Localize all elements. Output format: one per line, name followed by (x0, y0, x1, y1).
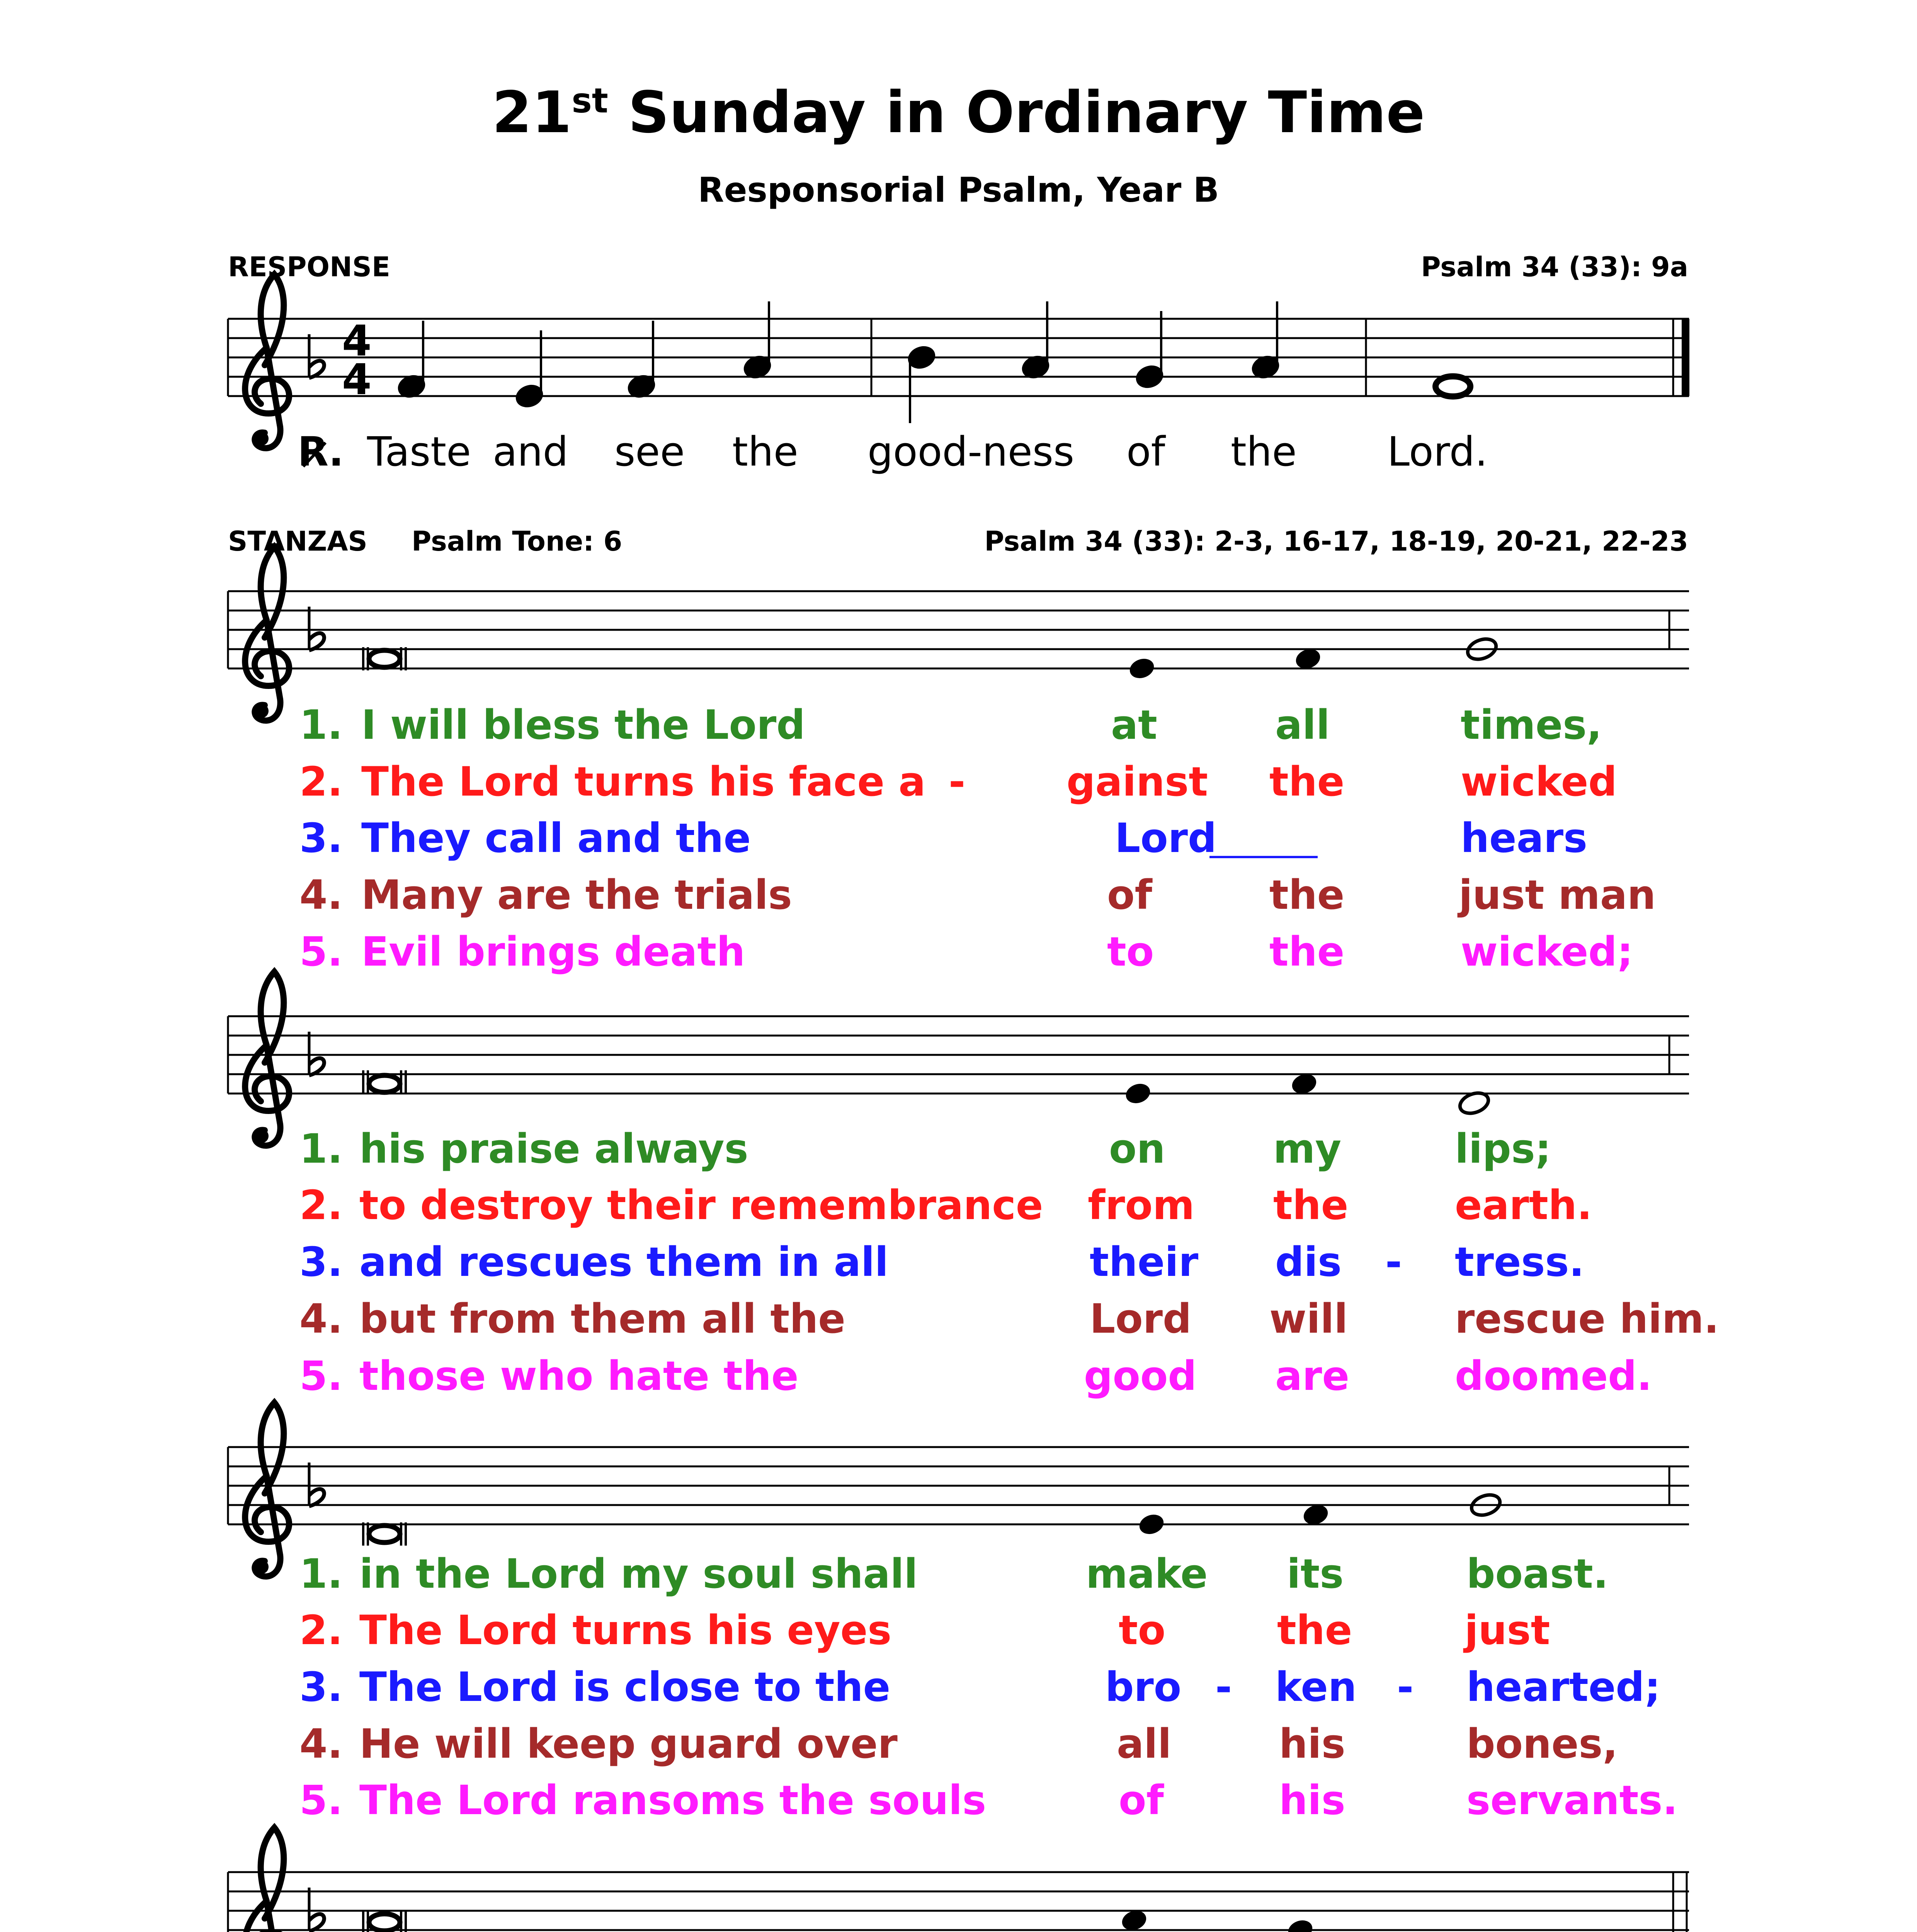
stanza-syllable: their (1090, 1238, 1199, 1286)
stanza-number: 5. (299, 928, 343, 975)
stanza-syllable: all (1117, 1720, 1172, 1767)
stanza-syllable: of (1119, 1777, 1164, 1824)
stanza-number: 2. (299, 758, 343, 805)
stanza-syllable: doomed. (1455, 1352, 1652, 1400)
response-word: see (614, 428, 685, 475)
stanza-number: 3. (299, 1238, 343, 1286)
title-number: 21 (492, 79, 572, 146)
stanza-syllable: just man (1459, 871, 1656, 918)
response-word: Lord. (1387, 428, 1488, 475)
stanza-syllable: the (1273, 1182, 1349, 1229)
stanza-syllable: its (1287, 1550, 1344, 1597)
stanza-text: The Lord is close to the (359, 1663, 891, 1711)
stanza-text: in the Lord my soul shall (359, 1550, 918, 1597)
stanza-syllable: servants. (1466, 1777, 1678, 1824)
hyphen: - (1215, 1663, 1232, 1711)
stanza-syllable: the (1269, 758, 1345, 805)
stanza-text: Many are the trials (361, 871, 792, 918)
stanza-syllable: to (1119, 1607, 1166, 1654)
stanza-syllable: Lord (1090, 1295, 1192, 1342)
stanza-syllable: on (1109, 1125, 1165, 1172)
stanza-text: to destroy their remembrance (359, 1182, 1043, 1229)
stanza-text: The Lord ransoms the souls (359, 1777, 987, 1824)
stanza-syllable: ken (1275, 1663, 1357, 1711)
stanza-syllable: his (1279, 1720, 1345, 1767)
stanza-syllable: the (1277, 1607, 1352, 1654)
stanza-syllable: from (1088, 1182, 1195, 1229)
page-subtitle: Responsorial Psalm, Year B (698, 170, 1219, 210)
stanza-syllable: hearted; (1466, 1663, 1661, 1711)
stanza-syllable: rescue him. (1455, 1295, 1719, 1342)
stanza-staff-1 (228, 547, 1689, 721)
stanza-staff-4 (228, 1828, 1689, 1932)
stanza-syllable: at (1111, 701, 1157, 748)
stanza-number: 1. (299, 1125, 343, 1172)
stanza-syllable: lips; (1455, 1125, 1551, 1172)
stanza-syllable: tress. (1455, 1238, 1584, 1286)
psalm-tone-label: Psalm Tone: 6 (412, 526, 623, 557)
time-sig-top: 4 (342, 316, 372, 366)
stanza-syllable: make (1086, 1550, 1208, 1597)
stanza-number: 5. (299, 1777, 343, 1824)
stanza-text: I will bless the Lord (361, 701, 805, 748)
stanza-syllable: times, (1461, 701, 1602, 748)
stanza-syllable: all (1275, 701, 1330, 748)
response-label: RESPONSE (228, 251, 390, 283)
stanza-number: 1. (299, 701, 343, 748)
stanza-number: 4. (299, 871, 343, 918)
stanza-text: Evil brings death (361, 928, 745, 975)
stanza-text: He will keep guard over (359, 1720, 898, 1767)
title-ordinal-suffix: st (572, 81, 608, 121)
stanza-syllable: earth. (1455, 1182, 1592, 1229)
stanza-number: 3. (299, 815, 343, 862)
stanza-number: 2. (299, 1607, 343, 1654)
stanza-number: 1. (299, 1550, 343, 1597)
stanza-syllable: wicked (1461, 758, 1617, 805)
stanza-syllable: boast. (1466, 1550, 1609, 1597)
response-word: the (732, 428, 798, 475)
hyphen: - (1385, 1238, 1402, 1286)
stanza-syllable: Lord (1115, 815, 1217, 862)
stanza-syllable: his (1279, 1777, 1345, 1824)
stanza-number: 3. (299, 1663, 343, 1711)
stanza-text: but from them all the (359, 1295, 845, 1342)
hyphen: - (949, 758, 966, 805)
stanza-number: 2. (299, 1182, 343, 1229)
stanza-syllable: of (1107, 871, 1152, 918)
hyphen: - (1397, 1663, 1414, 1711)
stanza-syllable: bro (1105, 1663, 1182, 1711)
stanza-text: and rescues them in all (359, 1238, 889, 1286)
stanza-number: 5. (299, 1352, 343, 1400)
stanza-number: 4. (299, 1720, 343, 1767)
stanza-syllable: bones, (1466, 1720, 1618, 1767)
stanza-staff-2 (228, 972, 1689, 1146)
response-word: and (493, 428, 568, 475)
stanza-text: his praise always (359, 1125, 748, 1172)
response-word: Taste (367, 428, 471, 475)
stanza-syllable: the (1269, 871, 1345, 918)
stanza-number: 4. (299, 1295, 343, 1342)
response-word: of (1126, 428, 1165, 475)
stanza-text: They call and the (361, 815, 751, 862)
stanza-syllable: will (1269, 1295, 1348, 1342)
response-reference: Psalm 34 (33): 9a (1421, 251, 1688, 283)
stanza-syllable: just (1465, 1607, 1550, 1654)
stanza-syllable: hears (1461, 815, 1587, 862)
stanza-text: The Lord turns his face a (361, 758, 926, 805)
title-text: Sunday in Ordinary Time (608, 79, 1425, 146)
response-staff (228, 274, 1689, 448)
stanza-text: those who hate the (359, 1352, 799, 1400)
stanza-syllable: my (1273, 1125, 1342, 1172)
stanza-syllable: wicked; (1461, 928, 1633, 975)
stanza-syllable: good (1084, 1352, 1197, 1400)
stanzas-label: STANZAS (228, 526, 367, 557)
stanza-syllable: dis (1275, 1238, 1342, 1286)
stanza-syllable: are (1275, 1352, 1350, 1400)
response-word: the (1231, 428, 1297, 475)
stanza-syllable: the (1269, 928, 1345, 975)
stanza-text: The Lord turns his eyes (359, 1607, 892, 1654)
response-symbol: R̷. (298, 428, 344, 475)
response-word: good-ness (867, 428, 1075, 475)
stanza-syllable: to (1107, 928, 1154, 975)
stanza-syllable: gainst (1067, 758, 1208, 805)
stanzas-reference: Psalm 34 (33): 2-3, 16-17, 18-19, 20-21, 22-23 (984, 526, 1688, 557)
time-sig-bottom: 4 (342, 355, 372, 404)
